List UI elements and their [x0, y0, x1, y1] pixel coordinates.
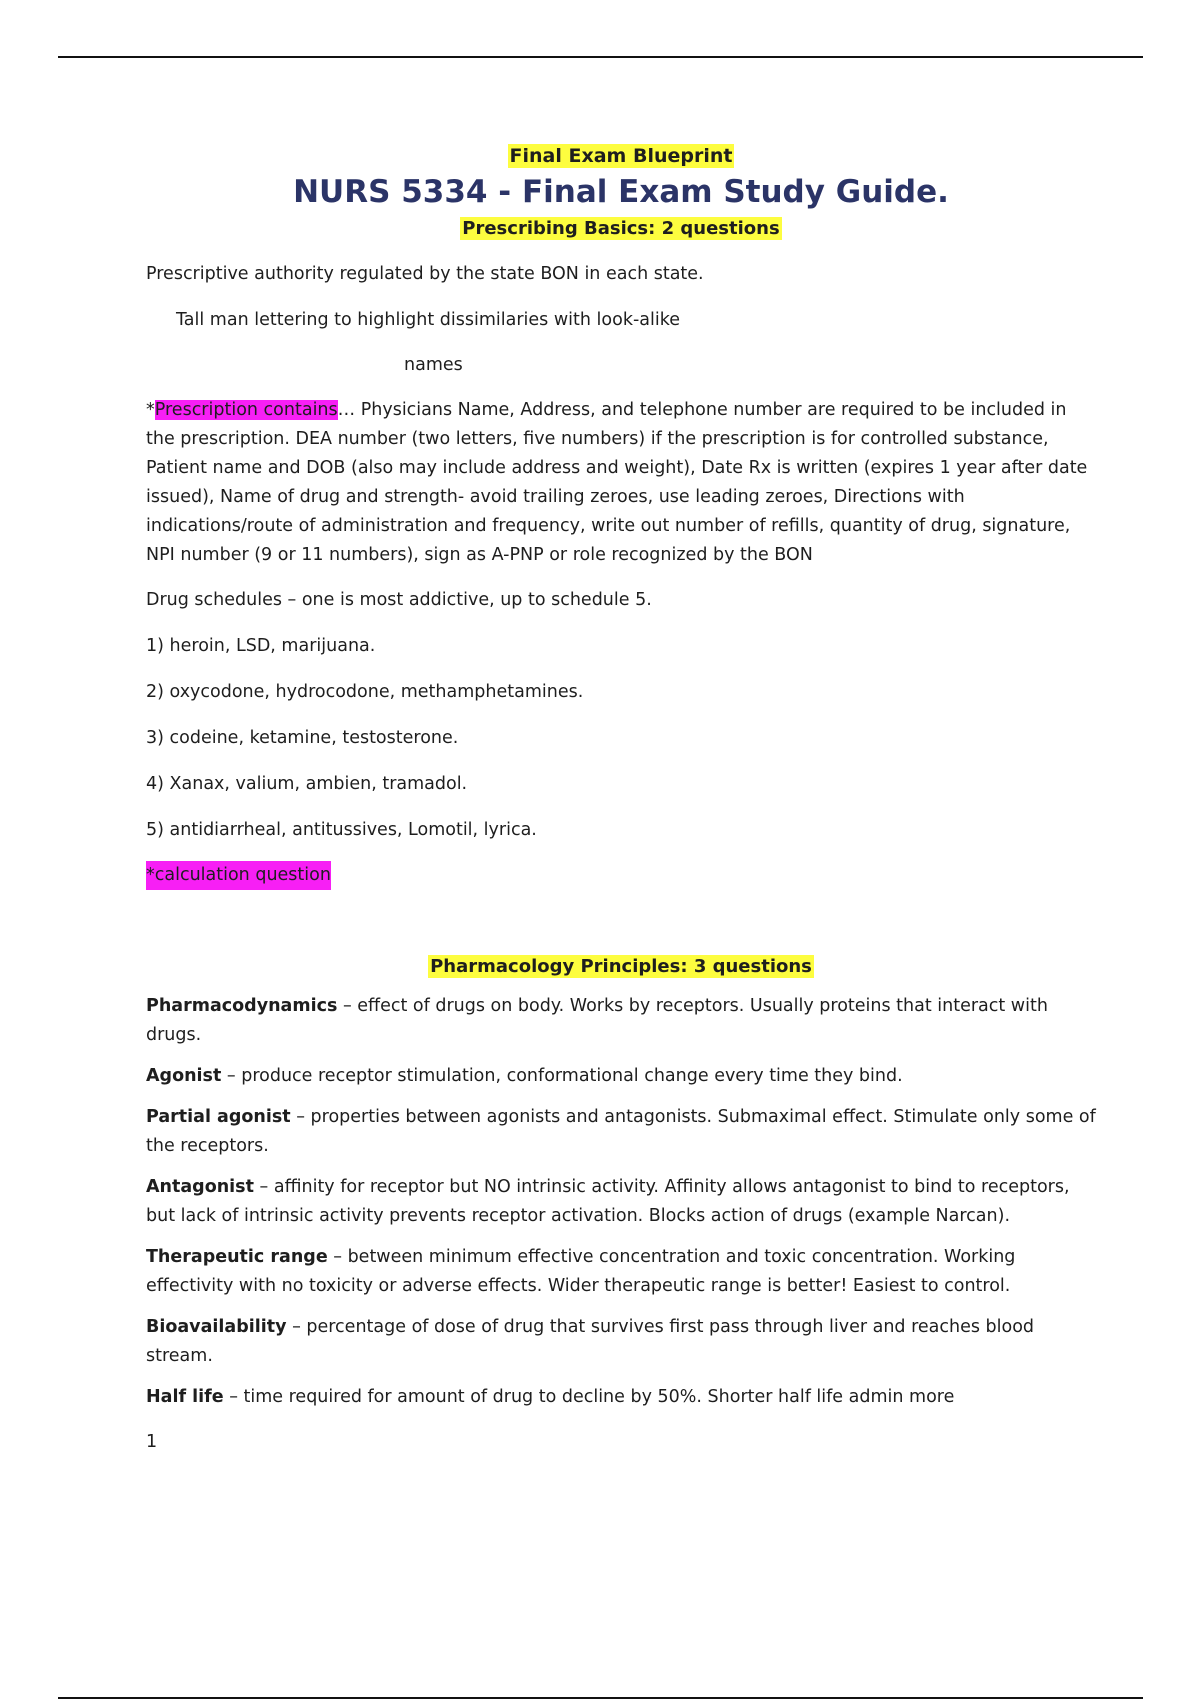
schedule-item: 3) codeine, ketamine, testosterone. [146, 728, 459, 748]
definition: – effect of drugs on body. Works by receptors. Usually proteins that interact with drugs. [146, 996, 1048, 1045]
term: Pharmacodynamics [146, 996, 338, 1016]
definition: – produce receptor stimulation, conformational change every time they bind. [221, 1066, 903, 1086]
schedule-item: 5) antidiarrheal, antitussives, Lomotil, lyrica. [146, 820, 537, 840]
term: Bioavailability [146, 1317, 287, 1337]
term: Partial agonist [146, 1107, 291, 1127]
document-page [146, 143, 1096, 1457]
asterisk: * [146, 400, 155, 420]
schedule-item: 4) Xanax, valium, ambien, tramadol. [146, 774, 468, 794]
definition: – between minimum effective concentration and toxic concentration. Working effectivity with no toxicity or adverse effects. Wider therapeutic range is better! Easiest to control. [146, 1247, 1016, 1296]
term: Therapeutic range [146, 1247, 328, 1267]
prescription-text: … Physicians Name, Address, and telephone number are required to be included in the prescription. DEA number (two letters, five numbers) if the prescription is for controlled substance, Patient name and DOB (also may include address and weight), Date Rx is written (expires 1 year after date issued), Name of drug and strength- avoid trailing zeroes, use leading zeroes, Directions with indications/route of administration and frequency, write out number of refills, quantity of drug, signature, NPI number (9 or 11 numbers), sign as A-PNP or role recognized by the BON [146, 400, 1088, 565]
term: Half life [146, 1387, 224, 1407]
top-rule [58, 56, 1143, 58]
definition: – properties between agonists and antagonists. Submaximal effect. Stimulate only some of the receptors. [146, 1107, 1096, 1156]
prescription-label: Prescription contains [154, 400, 338, 420]
term: Antagonist [146, 1177, 254, 1197]
definition-half-life [146, 1383, 1096, 1412]
names-paragraph: names [404, 355, 463, 375]
bottom-rule [58, 1697, 1143, 1699]
definition: – affinity for receptor but NO intrinsic activity. Affinity allows antagonist to bind to receptors, but lack of intrinsic activity prevents receptor activation. Blocks action of drugs (example Narcan). [146, 1177, 1070, 1226]
definition-therapeutic-range [146, 1243, 1096, 1301]
definition-bioavailability [146, 1313, 1096, 1371]
section-heading-prescribing-text: Prescribing Basics: 2 questions [462, 218, 780, 239]
section-heading-prescribing [146, 216, 1096, 242]
section-heading-pharmacology [146, 954, 1096, 980]
schedule-item: 1) heroin, LSD, marijuana. [146, 636, 376, 656]
page-number: 1 [146, 1432, 158, 1452]
authority-paragraph: Prescriptive authority regulated by the state BON in each state. [146, 264, 704, 284]
blueprint-heading [146, 143, 1096, 169]
schedule-item: 2) oxycodone, hydrocodone, methamphetamines. [146, 682, 584, 702]
section-heading-pharmacology-text: Pharmacology Principles: 3 questions [430, 956, 812, 977]
blueprint-text: Final Exam Blueprint [509, 145, 733, 167]
definition: – percentage of dose of drug that survives first pass through liver and reaches blood stream. [146, 1317, 1035, 1366]
definition: – time required for amount of drug to decline by 50%. Shorter half life admin more [223, 1387, 955, 1407]
calculation-note: *calculation question [146, 861, 331, 890]
prescription-paragraph [146, 396, 1096, 570]
schedules-intro: Drug schedules – one is most addictive, up to schedule 5. [146, 590, 652, 610]
definition-partial-agonist [146, 1103, 1096, 1161]
definition-agonist [146, 1062, 1096, 1091]
definition-antagonist [146, 1173, 1096, 1231]
page-title: NURS 5334 - Final Exam Study Guide. [293, 174, 949, 210]
term: Agonist [146, 1066, 222, 1086]
tall-man-paragraph: Tall man lettering to highlight dissimilaries with look-alike [176, 310, 681, 330]
definition-pharmacodynamics [146, 992, 1096, 1050]
